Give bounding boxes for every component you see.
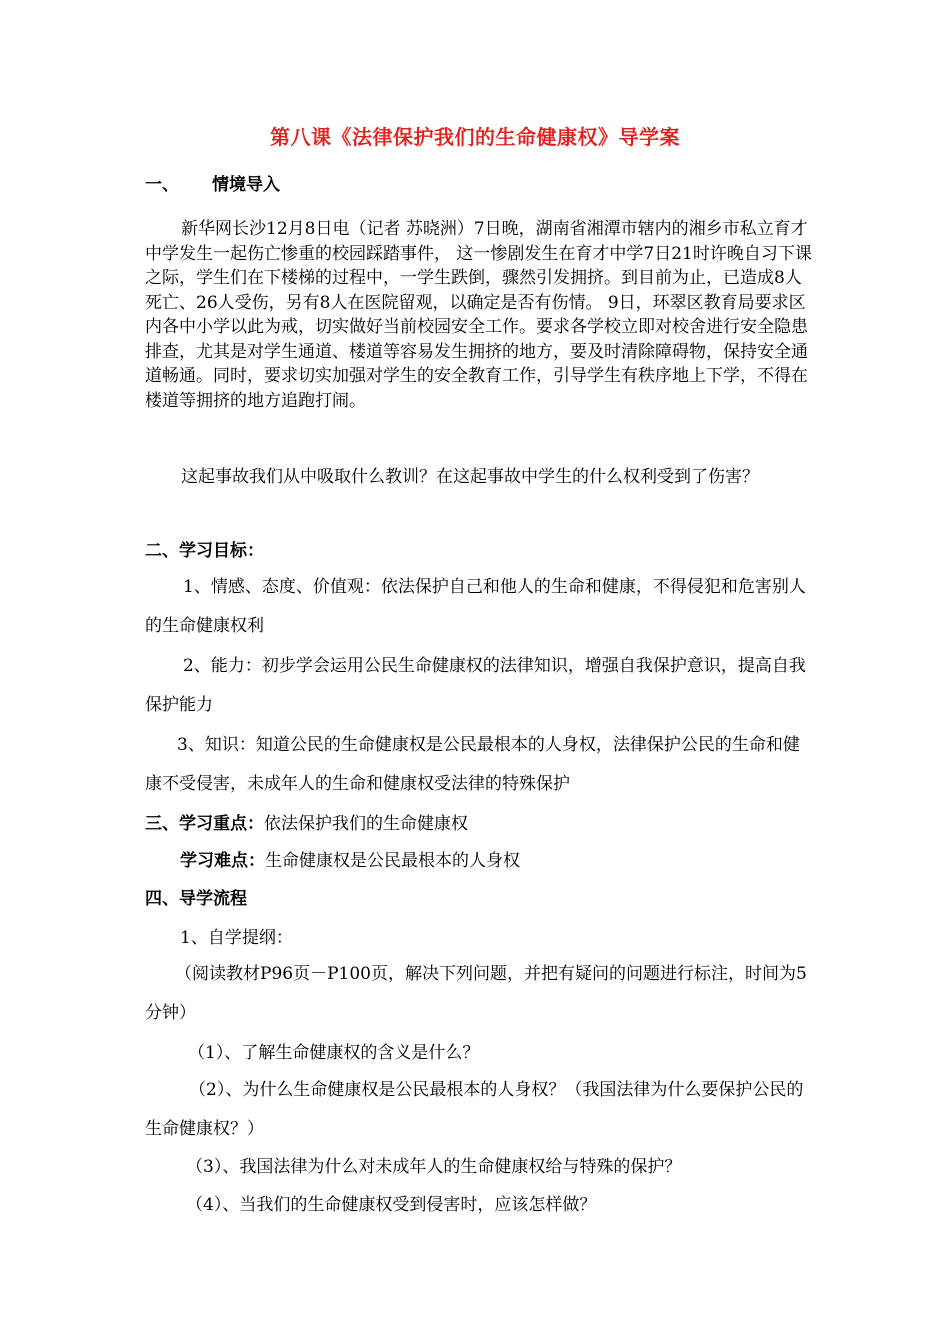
self-study-outline: 1、自学提纲： <box>180 928 293 948</box>
difficulty-text: 生命健康权是公民最根本的人身权 <box>265 851 520 871</box>
document-title: 第八课《法律保护我们的生命健康权》导学案 <box>270 125 680 149</box>
goal-knowledge: 3、知识：知道公民的生命健康权是公民最根本的人身权，法律保护公民的生命和健康不受侵害，未成年人的生命和健康权受法律的特殊保护 <box>145 735 800 794</box>
section2-heading: 二、学习目标： <box>145 541 264 561</box>
question-1: （1）、了解生命健康权的含义是什么？ <box>188 1043 480 1063</box>
section4-heading: 四、导学流程 <box>145 889 247 909</box>
section1-heading: 情境导入 <box>212 175 280 195</box>
reading-instruction: （阅读教材P96页－P100页，解决下列问题，并把有疑问的问题进行标注，时间为5分钟） <box>145 964 807 1023</box>
question-2: （2）、为什么生命健康权是公民最根本的人身权？（我国法律为什么要保护公民的生命健康权？） <box>145 1080 804 1139</box>
key-point-line <box>145 811 468 837</box>
goal-ability: 2、能力：初步学会运用公民生命健康权的法律知识，增强自我保护意识，提高自我保护能力 <box>145 656 806 715</box>
intro-question-paragraph: 这起事故我们从中吸取什么教训？在这起事故中学生的什么权利受到了伤害？ <box>181 467 759 487</box>
key-point-text: 依法保护我们的生命健康权 <box>264 814 468 834</box>
difficulty-label: 学习难点： <box>180 851 265 871</box>
intro-news-paragraph: 新华网长沙12月8日电（记者 苏晓洲）7日晚，湖南省湘潭市辖内的湘乡市私立育才中学发生一起伤亡惨重的校园踩踏事件， 这一惨剧发生在育才中学7日21时许晚自习下课之际，学生们在下楼梯的过程中，一学生跌倒，骤然引发拥挤。到目前为止，已造成8人死亡、26人受伤，另有8人在医院留观，以确定是否有伤情。 9日，环翠区教育局要求区内各中小学以此为戒，切实做好当前校园安全工作。要求各学校立即对校舍进行安全隐患排查，尤其是对学生通道、楼道等容易发生拥挤的地方，要及时清除障碍物，保持安全通道畅通。同时，要求切实加强对学生的安全教育工作，引导学生有秩序地上下学，不得在楼道等拥挤的地方追跑打闹。 <box>145 219 812 411</box>
question-4: （4）、当我们的生命健康权受到侵害时，应该怎样做？ <box>186 1195 597 1215</box>
difficulty-line <box>180 848 520 874</box>
section1-number: 一、 <box>145 175 179 195</box>
question-3: （3）、我国法律为什么对未成年人的生命健康权给与特殊的保护？ <box>186 1157 682 1177</box>
goal-emotion: 1、情感、态度、价值观：依法保护自己和他人的生命和健康，不得侵犯和危害别人的生命健康权利 <box>145 577 806 636</box>
key-point-label: 三、学习重点： <box>145 814 264 834</box>
